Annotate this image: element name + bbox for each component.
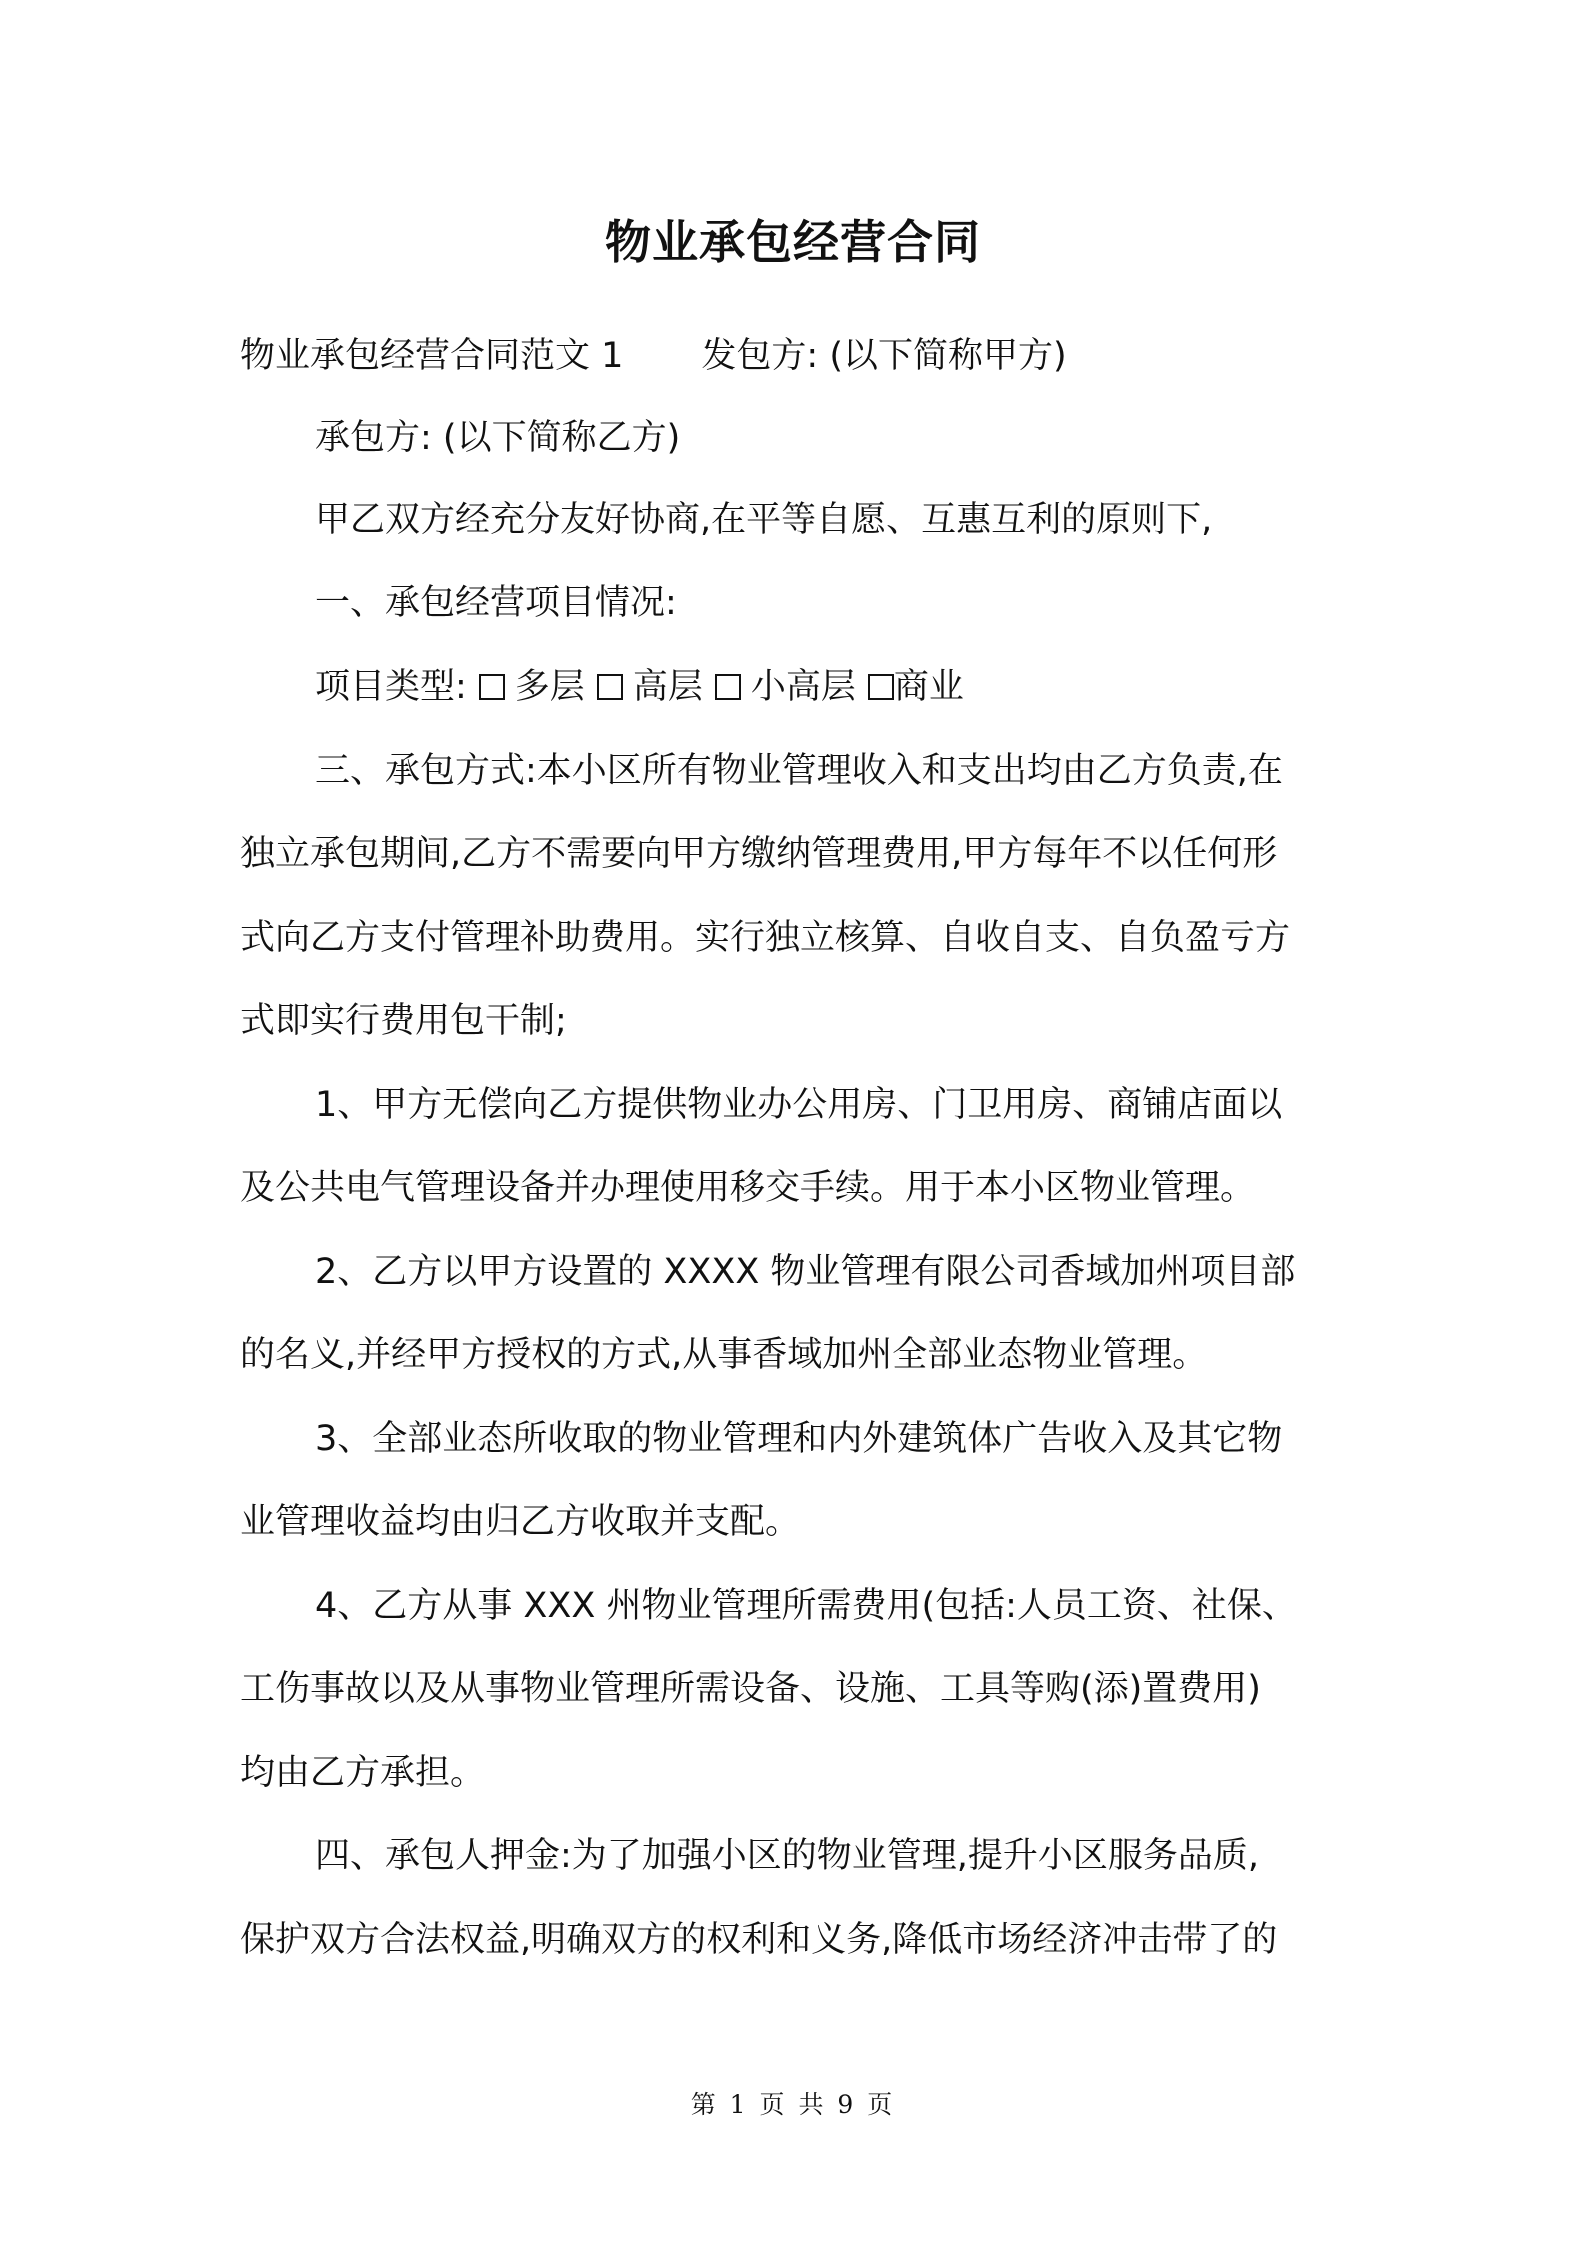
paragraph-line: 工伤事故以及从事物业管理所需设备、设施、工具等购(添)置费用) xyxy=(240,1669,1261,1709)
project-type-row xyxy=(315,663,1360,711)
paragraph-line: 的名义,并经甲方授权的方式,从事香域加州全部业态物业管理。 xyxy=(240,1335,1208,1375)
option-label: 高层 xyxy=(632,667,703,707)
option-label: 多层 xyxy=(514,667,585,707)
paragraph-line: 业管理收益均由归乙方收取并支配。 xyxy=(240,1502,801,1542)
page-title: 物业承包经营合同 xyxy=(605,215,981,269)
page-number-footer: 第 1 页 共 9 页 xyxy=(690,2090,896,2119)
section-one-heading: 一、承包经营项目情况: xyxy=(315,583,677,623)
example-heading: 物业承包经营合同范文 1 xyxy=(240,336,624,376)
paragraph-line: 四、承包人押金:为了加强小区的物业管理,提升小区服务品质, xyxy=(315,1836,1260,1876)
paragraph-line: 式向乙方支付管理补助费用。实行独立核算、自收自支、自负盈亏方 xyxy=(240,918,1291,958)
intro-line xyxy=(240,332,1360,380)
paragraph-line: 1、甲方无偿向乙方提供物业办公用房、门卫用房、商铺店面以 xyxy=(315,1085,1283,1125)
paragraph-line: 3、全部业态所收取的物业管理和内外建筑体广告收入及其它物 xyxy=(315,1419,1283,1459)
agreement-line: 甲乙双方经充分友好协商,在平等自愿、互惠互利的原则下, xyxy=(315,500,1213,540)
project-type-label: 项目类型: xyxy=(315,667,467,707)
party-a-line: 发包方: (以下简称甲方) xyxy=(701,336,1067,376)
checkbox xyxy=(868,674,894,700)
paragraph-line: 4、乙方从事 XXX 州物业管理所需费用(包括:人员工资、社保、 xyxy=(315,1586,1297,1626)
paragraph-line: 2、乙方以甲方设置的 XXXX 物业管理有限公司香域加州项目部 xyxy=(315,1252,1296,1292)
paragraph-line: 独立承包期间,乙方不需要向甲方缴纳管理费用,甲方每年不以任何形 xyxy=(240,834,1278,874)
option-label: 小高层 xyxy=(750,667,856,707)
checkbox xyxy=(715,674,741,700)
option-label: 商业 xyxy=(893,667,964,707)
paragraph-line: 式即实行费用包干制; xyxy=(240,1001,567,1041)
paragraph-line: 三、承包方式:本小区所有物业管理收入和支出均由乙方负责,在 xyxy=(315,751,1283,791)
checkbox xyxy=(479,674,505,700)
checkbox xyxy=(597,674,623,700)
party-b-line: 承包方: (以下简称乙方) xyxy=(315,418,681,458)
paragraph-line: 均由乙方承担。 xyxy=(240,1753,486,1793)
paragraph-line: 及公共电气管理设备并办理使用移交手续。用于本小区物业管理。 xyxy=(240,1168,1256,1208)
paragraph-line: 保护双方合法权益,明确双方的权利和义务,降低市场经济冲击带了的 xyxy=(240,1920,1278,1960)
